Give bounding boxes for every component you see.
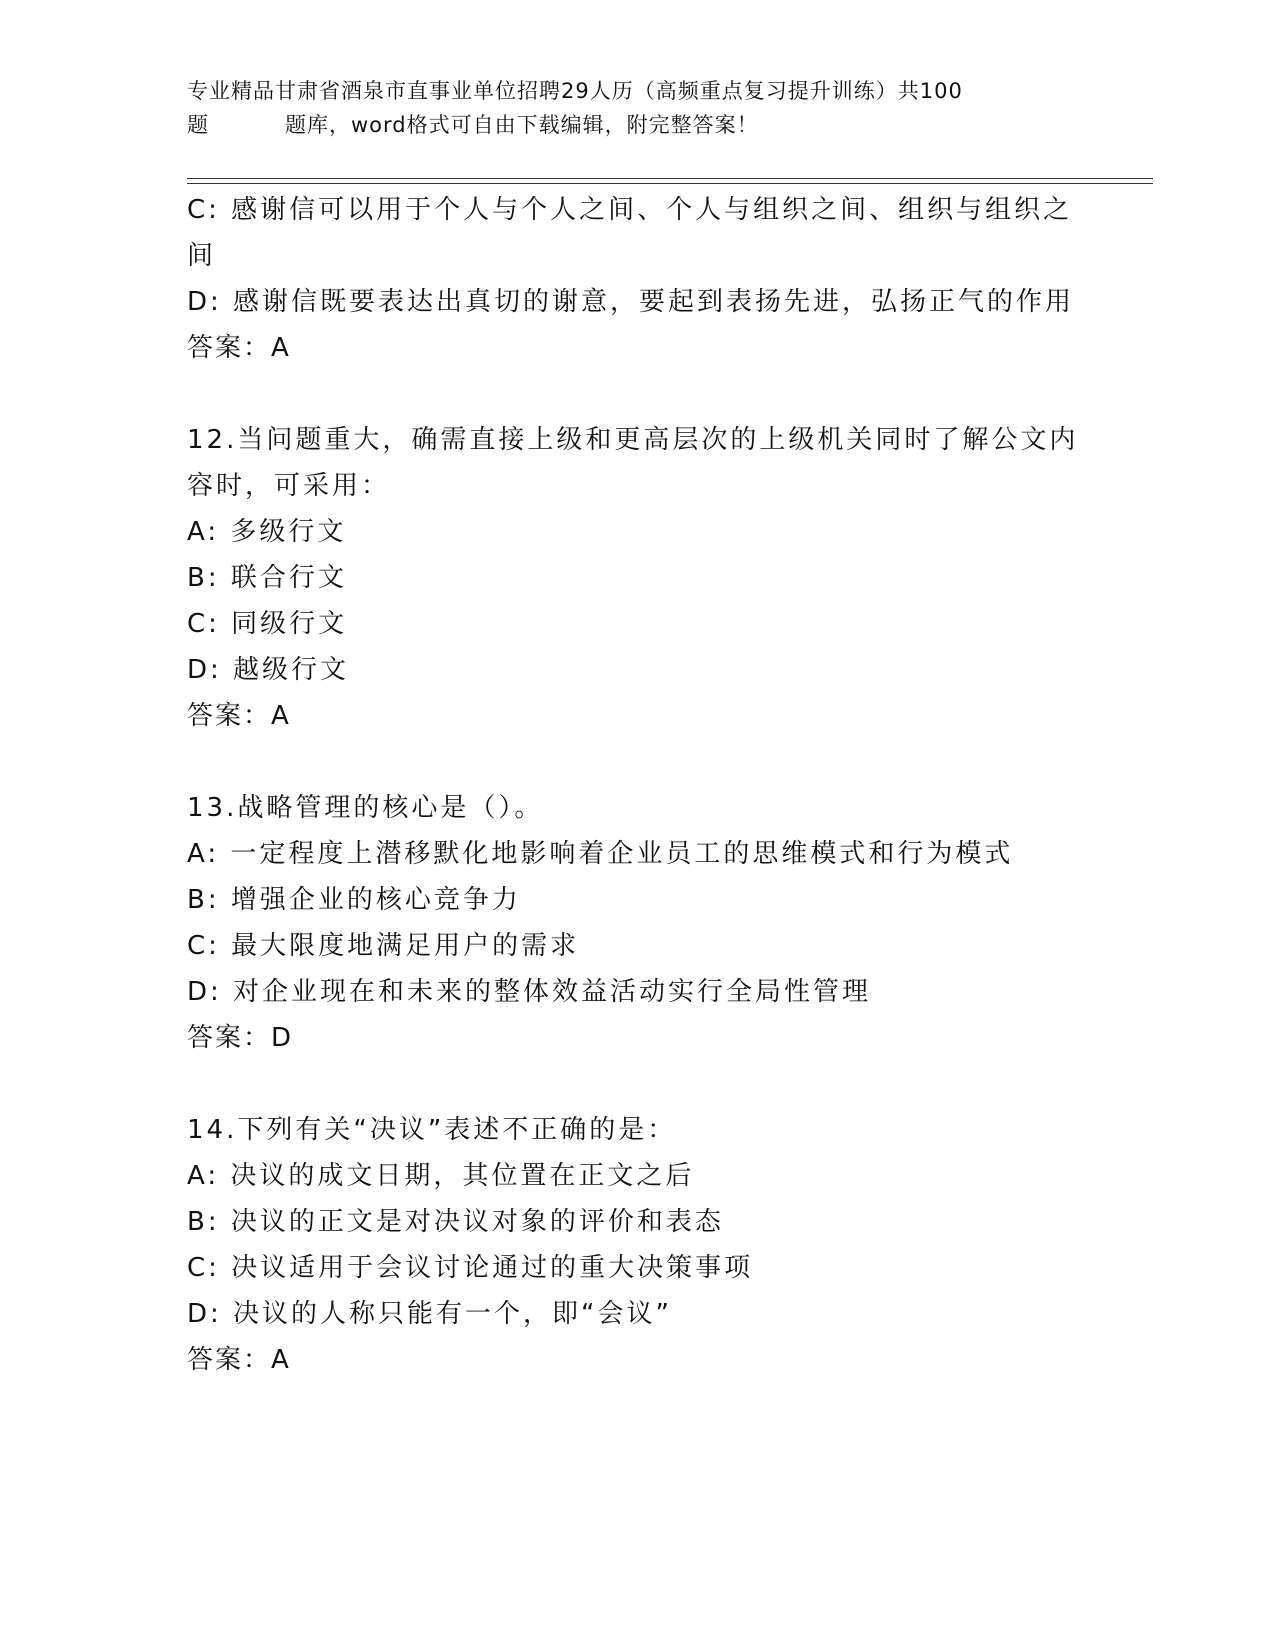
- option-b: B: 决议的正文是对决议对象的评价和表态: [187, 1207, 724, 1237]
- header-line-2-rest: 题库，word格式可自由下载编辑，附完整答案！: [285, 113, 759, 137]
- answer: 答案：A: [187, 333, 291, 363]
- header-line-2: [187, 108, 1067, 142]
- question-stem-line-1: 12.当问题重大，确需直接上级和更高层次的上级机关同时了解公文内: [187, 425, 1079, 455]
- option-d: D: 越级行文: [187, 655, 350, 685]
- answer: 答案：A: [187, 701, 291, 731]
- page-header: [187, 74, 1067, 142]
- question-14: [187, 1107, 1087, 1383]
- option-a: A: 一定程度上潜移默化地影响着企业员工的思维模式和行为模式: [187, 839, 1014, 869]
- answer: 答案：D: [187, 1023, 294, 1053]
- answer: 答案：A: [187, 1345, 291, 1375]
- header-line-2-start: 题: [187, 113, 209, 137]
- option-c: C: 决议适用于会议讨论通过的重大决策事项: [187, 1253, 754, 1283]
- option-d: D: 对企业现在和未来的整体效益活动实行全局性管理: [187, 977, 872, 1007]
- option-a: A: 多级行文: [187, 517, 347, 547]
- question-11: [187, 187, 1087, 371]
- header-line-1: 专业精品甘肃省酒泉市直事业单位招聘29人历（高频重点复习提升训练）共100: [187, 79, 963, 103]
- question-content: [187, 187, 1087, 1383]
- option-c-line-1: C: 感谢信可以用于个人与个人之间、个人与组织之间、组织与组织之: [187, 195, 1073, 225]
- question-stem: 14.下列有关“决议”表述不正确的是：: [187, 1115, 677, 1145]
- header-rule-top: [187, 178, 1153, 179]
- option-c: C: 同级行文: [187, 609, 348, 639]
- question-12: [187, 417, 1087, 739]
- question-stem: 13.战略管理的核心是（）。: [187, 793, 544, 823]
- option-c: C: 最大限度地满足用户的需求: [187, 931, 580, 961]
- header-rule-bottom: [187, 183, 1153, 184]
- option-c-line-2: 间: [187, 241, 217, 271]
- option-d: D: 决议的人称只能有一个，即“会议”: [187, 1299, 672, 1329]
- option-a: A: 决议的成文日期，其位置在正文之后: [187, 1161, 695, 1191]
- option-b: B: 增强企业的核心竞争力: [187, 885, 521, 915]
- question-stem-line-2: 容时，可采用：: [187, 471, 391, 501]
- question-13: [187, 785, 1087, 1061]
- option-d: D: 感谢信既要表达出真切的谢意，要起到表扬先进，弘扬正气的作用: [187, 287, 1075, 317]
- option-b: B: 联合行文: [187, 563, 347, 593]
